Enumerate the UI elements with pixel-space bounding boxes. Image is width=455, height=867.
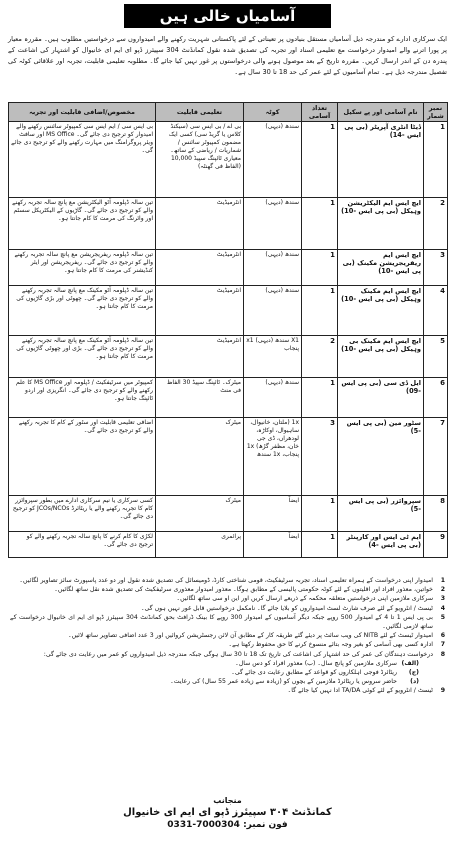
header-qty: تعداد آسامی [302, 103, 338, 122]
condition-number: (الف) [401, 659, 419, 667]
table-row [9, 250, 448, 286]
row-qual: میٹرک [156, 496, 244, 532]
table-row [9, 496, 448, 532]
list-item [10, 686, 445, 695]
condition-text: ریٹائرڈ فوجی اہلکاروں کو قواعد کے مطابق رعایت دی جائے گی۔ [231, 669, 397, 677]
footer-phone-line [4, 820, 451, 830]
list-item [10, 659, 445, 668]
row-qty: 1 [302, 250, 338, 286]
row-quota: سندھ (دیہی) [244, 286, 302, 336]
list-item [10, 668, 445, 677]
condition-text: خواتین، معذور افراد اور اقلیتوں کے لئے کوٹہ حکومتی پالیسی کے مطابق ہوگا۔ معذور امیدوار معذوری سرٹیفکیٹ کی تصدیق شدہ نقل ساتھ لگائیں۔ [54, 586, 433, 594]
list-item [10, 604, 445, 613]
row-exp: لکڑی کا کام کرنے کا پانچ سالہ تجربہ رکھنے والے کو ترجیح دی جائے گی۔ [9, 532, 156, 558]
row-exp: بی ایس سی / ایم ایس سی کمپیوٹر سائنس رکھنے والے امیدوار کو ترجیح دی جائے گی۔ MS Office اور سافٹ ویئر پروگرامنگ میں مہارت رکھنے والے کو ترجیح دی جائے گی۔ [9, 122, 156, 198]
row-post: ایچ ایس ایم ریفریجریشن مکینک (بی پی ایس -10) [338, 250, 424, 286]
condition-text: درخواست دہندگان کی عمر کی حد اشتہار کی اشاعت کی تاریخ تک 18 تا 30 سال ہوگی جبکہ مندرجہ ذیل امیدواروں کو عمر میں رعایت دی جائے گی: [43, 650, 433, 658]
header-sr: نمبر شمار [424, 103, 448, 122]
row-sr: 6 [424, 378, 448, 418]
condition-number: 8 [440, 650, 445, 658]
list-item [10, 650, 445, 659]
condition-text: حاضر سروس یا ریٹائرڈ ملازمین کے بچوں کو (زیادہ سے زیادہ عمر 55 سال) کی رعایت۔ [170, 678, 397, 686]
row-qty: 1 [302, 122, 338, 198]
condition-text: بی پی ایس 1 تا 4 کے امیدوار 500 روپے جبکہ دیگر آسامیوں کے امیدوار 300 روپے کا بینک ڈرافٹ بحق کمانڈنٹ 304 سپیئرز ڈپو ای ایم ای خانیوال درخواست کے ساتھ لازمی لگائیں۔ [10, 613, 434, 631]
row-qty: 1 [302, 286, 338, 336]
table-row [9, 286, 448, 336]
page-title: آسامیاں خالی ہیں [124, 4, 331, 28]
row-exp: تین سالہ ڈپلومہ آٹو مکینک مع پانچ سالہ تجربہ رکھنے والے کو ترجیح دی جائے گی۔ بڑی اور چھوٹی گاڑیوں کی مرمت کا کام جانتا ہو۔ [9, 336, 156, 378]
header-quota: کوٹہ [244, 103, 302, 122]
intro-paragraph: ایک سرکاری ادارے کو مندرجہ ذیل آسامیاں مستقل بنیادوں پر تعیناتی کے لئے پاکستانی شہریت رکھنے والے امیدواروں سے درخواستیں مطلوب ہیں۔ مقررہ معیار پر پورا اترنے والے امیدوار درخواست مع تعلیمی اسناد اور تجربہ کی تصدیق شدہ نقول کمانڈنٹ 304 سپیئرز ڈپو ای ایم ای خانیوال کو اشتہار کی اشاعت کے پندرہ دن کے اندر ارسال کریں۔ مقررہ تاریخ کے بعد موصول ہونے والی درخواستوں پر غور نہیں کیا جائے گا۔ مطلوبہ تعلیمی قابلیت، تجربہ اور علاقائی کوٹہ کی تفصیل مندرجہ ذیل ہے۔ تمام آسامیوں کے لئے عمر کی حد 18 تا 30 سال ہے۔ [8, 35, 447, 76]
table-row [9, 198, 448, 250]
row-post: ایچ ایس ایم مکینک بی وہیکل (بی پی ایس -10) [338, 336, 424, 378]
row-qual: انٹرمیڈیٹ [156, 250, 244, 286]
row-quota: سندھ (دیہی) [244, 122, 302, 198]
row-qual: انٹرمیڈیٹ [156, 336, 244, 378]
header-exp: مخصوص/اضافی قابلیت اور تجربہ [9, 103, 156, 122]
row-sr: 1 [424, 122, 448, 198]
list-item [10, 640, 445, 649]
conditions-list [10, 576, 445, 792]
phone-number: 0331-7000304 [167, 820, 240, 830]
row-exp: کسی سرکاری یا نیم سرکاری ادارے میں بطور سپروائزر کام کا تجربہ رکھنے والے یا ریٹائرڈ JCOs/NCOs کو ترجیح دی جائے گی۔ [9, 496, 156, 532]
row-quota: 1x (ملتان، خانیوال، ساہیوال، اوکاڑہ، لودھراں، ڈی جی خان، مظفر گڑھ) 1x پنجاب، 1x سندھ [244, 418, 302, 496]
row-qty: 3 [302, 418, 338, 496]
row-quota: سندھ (دیہی) [244, 250, 302, 286]
condition-number: 2 [440, 586, 445, 594]
condition-number: 6 [440, 632, 445, 640]
condition-text: امیدوار اپنی درخواست کے ہمراہ تعلیمی اسناد، تجربہ سرٹیفکیٹ، قومی شناختی کارڈ، ڈومیسائل کی تصدیق شدہ نقول اور دو عدد پاسپورٹ سائز تصاویر لگائیں۔ [19, 577, 433, 584]
row-quota: سندھ (دیہی) [244, 378, 302, 418]
row-post: ایل ڈی سی (بی پی ایس -09) [338, 378, 424, 418]
condition-text: ادارہ کسی بھی آسامی کو بغیر وجہ بتائے منسوخ کرنے کا حق محفوظ رکھتا ہے۔ [228, 641, 433, 649]
table-row [9, 532, 448, 558]
row-qual: بی اے / بی ایس سی (سیکنڈ کلاس یا گریڈ سی) کسی ایک مضمون کمپیوٹر سائنس / شماریات / ریاضی کے ساتھ۔ معیاری ٹائپنگ سپیڈ 10,000 (الفاظ فی گھنٹہ) [156, 122, 244, 198]
row-exp: کمپیوٹر میں سرٹیفکیٹ / ڈپلومہ اور MS Office کا علم رکھنے والے کو ترجیح دی جائے گی۔ انگریزی اور اردو ٹائپنگ جانتا ہو۔ [9, 378, 156, 418]
list-item [10, 594, 445, 603]
list-item [10, 677, 445, 686]
condition-text: سرکاری ملازمین کو پانچ سال۔ (ب) معذور افراد کو دس سال۔ [235, 659, 397, 667]
table-row [9, 122, 448, 198]
condition-text: سرکاری ملازمین اپنی درخواستیں متعلقہ محکمہ کے ذریعے ارسال کریں اور این او سی ساتھ لگائیں۔ [176, 595, 433, 603]
row-exp: تین سالہ ڈپلومہ ریفریجریشن مع پانچ سالہ تجربہ رکھنے والے کو ترجیح دی جائے گی۔ ریفریجریشن اور ایئر کنڈیشنر کی مرمت کا کام جانتا ہو۔ [9, 250, 156, 286]
condition-number: 5 [440, 613, 445, 621]
table-row [9, 378, 448, 418]
row-qty: 1 [302, 532, 338, 558]
row-qty: 2 [302, 336, 338, 378]
footer-label: منجانب [213, 796, 242, 805]
row-sr: 9 [424, 532, 448, 558]
row-qual: انٹرمیڈیٹ [156, 198, 244, 250]
condition-number: 1 [440, 577, 445, 584]
condition-number: 7 [440, 641, 445, 649]
row-qual: پرائمری [156, 532, 244, 558]
table-row [9, 336, 448, 378]
footer-address: کمانڈنٹ ۳۰۴ سپیئرز ڈپو ای ایم ای خانیوال [123, 807, 332, 818]
row-qual: انٹرمیڈیٹ [156, 286, 244, 336]
list-item [10, 585, 445, 594]
row-sr: 8 [424, 496, 448, 532]
vacancy-table [8, 102, 448, 558]
row-sr: 7 [424, 418, 448, 496]
row-post: ڈیٹا انٹری آپریٹر (بی پی ایس -14) [338, 122, 424, 198]
row-sr: 3 [424, 250, 448, 286]
row-qty: 1 [302, 496, 338, 532]
row-qual: میٹرک۔ ٹائپنگ سپیڈ 30 الفاظ فی منٹ [156, 378, 244, 418]
condition-text: امیدوار ٹیسٹ کے لئے NITB کی ویب سائٹ پر دیئے گئے طریقہ کار کے مطابق آن لائن رجسٹریشن کروائیں اور 3 عدد اضافی تصاویر ساتھ لائیں۔ [67, 632, 433, 640]
condition-text: ٹیسٹ / انٹرویو کے لئے صرف شارٹ لسٹ امیدواروں کو بلایا جائے گا۔ نامکمل درخواستیں قابل غور نہیں ہوں گی۔ [140, 604, 433, 612]
list-item [10, 631, 445, 640]
row-exp: اضافی تعلیمی قابلیت اور سٹور کے کام کا تجربہ رکھنے والے کو ترجیح دی جائے گی۔ [9, 418, 156, 496]
header-post: نام آسامی اور پے سکیل [338, 103, 424, 122]
row-sr: 5 [424, 336, 448, 378]
condition-text: ٹیسٹ / انٹرویو کے لئے کوئی TA/DA ادا نہیں کیا جائے گا۔ [287, 687, 433, 695]
row-sr: 4 [424, 286, 448, 336]
row-quota: سندھ (دیہی) [244, 198, 302, 250]
row-qual: میٹرک [156, 418, 244, 496]
condition-number: (د) [410, 678, 419, 686]
row-post: ایچ ایس ایم مکینک وہیکل (بی پی ایس -10) [338, 286, 424, 336]
row-qty: 1 [302, 378, 338, 418]
footer [4, 796, 451, 830]
row-quota: ایضاً [244, 532, 302, 558]
list-item [10, 576, 445, 585]
header-qual: تعلیمی قابلیت [156, 103, 244, 122]
table-row [9, 418, 448, 496]
condition-number: 4 [440, 604, 445, 612]
row-post: ایم ٹی ایس اور کارپنٹر (بی پی ایس -4) [338, 532, 424, 558]
advertisement-page [4, 4, 451, 859]
row-post: سپروائزر (بی پی ایس -5) [338, 496, 424, 532]
row-exp: تین سالہ ڈپلومہ آٹو الیکٹریشن مع پانچ سالہ تجربہ رکھنے والے کو ترجیح دی جائے گی۔ گاڑیوں کے الیکٹریکل سسٹم اور وائرنگ کی مرمت کا کام جانتا ہو۔ [9, 198, 156, 250]
row-quota: X1 سندھ (دیہی) x1 پنجاب [244, 336, 302, 378]
phone-label: فون نمبر: [243, 820, 288, 830]
condition-number: (ج) [408, 669, 419, 677]
list-item [10, 613, 445, 631]
table-header-row [9, 103, 448, 122]
row-quota: ایضاً [244, 496, 302, 532]
row-post: سٹور مین (بی پی ایس -5) [338, 418, 424, 496]
condition-number: 9 [440, 687, 445, 695]
row-qty: 1 [302, 198, 338, 250]
row-sr: 2 [424, 198, 448, 250]
condition-number: 3 [440, 595, 445, 603]
row-post: ایچ ایس ایم الیکٹریشن وہیکل (بی پی ایس -10) [338, 198, 424, 250]
row-exp: تین سالہ ڈپلومہ آٹو مکینک مع پانچ سالہ تجربہ رکھنے والے کو ترجیح دی جائے گی۔ چھوٹی اور بڑی گاڑیوں کی مرمت کا کام جانتا ہو۔ [9, 286, 156, 336]
